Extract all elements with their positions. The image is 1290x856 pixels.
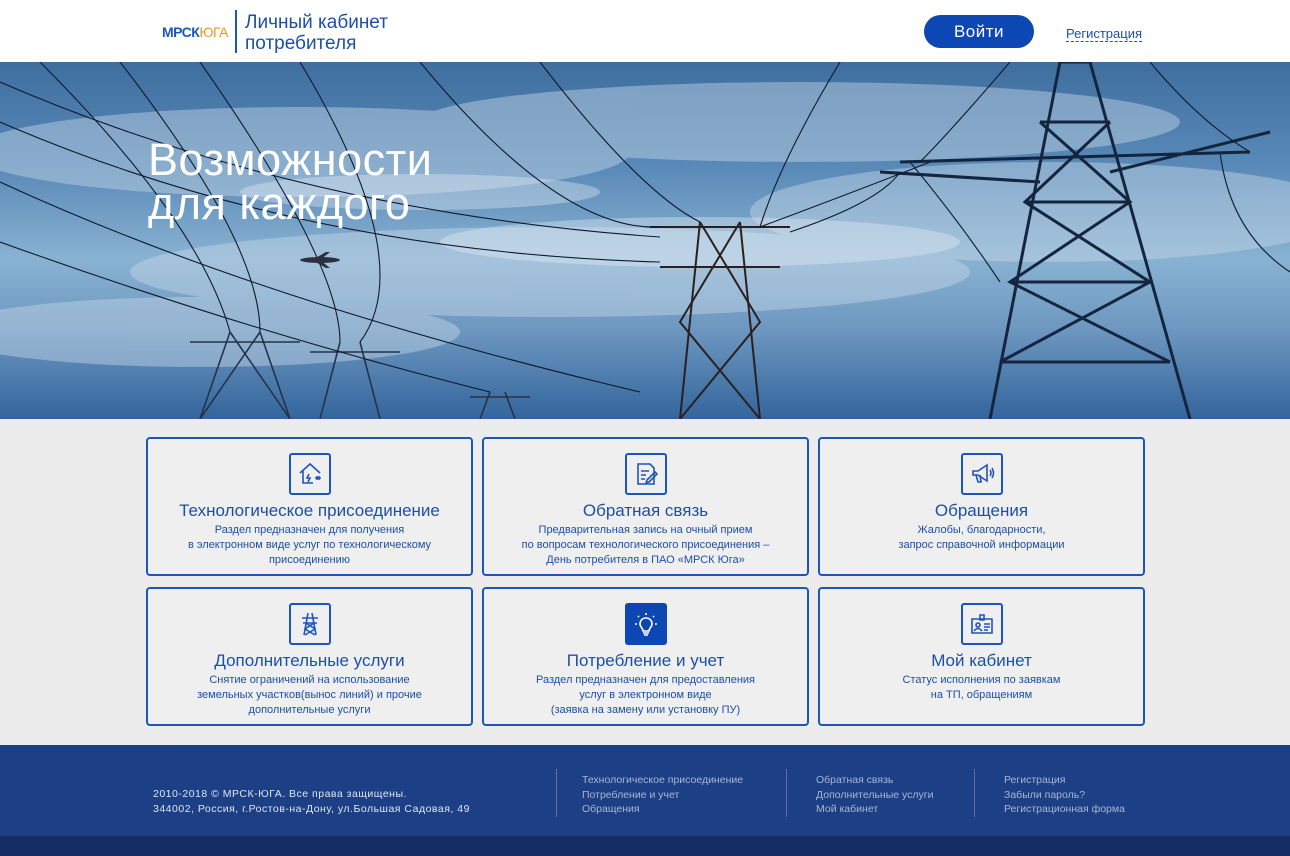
card-title: Дополнительные услуги	[214, 651, 405, 670]
footer-link-forgot-password[interactable]: Забыли пароль?	[1004, 788, 1086, 801]
card-desc-line: дополнительные услуги	[248, 704, 371, 716]
login-button[interactable]: Войти	[924, 15, 1034, 48]
card-title: Обращения	[934, 501, 1029, 520]
card-tech-connection[interactable]	[146, 437, 473, 576]
power-tower-icon	[289, 603, 331, 645]
card-desc-line: земельных участков(вынос линий) и прочие	[197, 689, 422, 701]
document-pen-icon	[625, 453, 667, 495]
card-desc-line: (заявка на замену или установку ПУ)	[550, 704, 741, 716]
card-description	[830, 523, 1133, 553]
footer-link-appeals[interactable]: Обращения	[582, 803, 640, 815]
megaphone-icon	[961, 453, 1003, 495]
hero-banner	[0, 62, 1290, 419]
logo-main-text: МРСК	[162, 24, 200, 40]
hero-title	[148, 134, 433, 229]
card-desc-line: в электронном виде услуг по технологическому	[187, 539, 432, 551]
footer-link-my-cabinet[interactable]: Мой кабинет	[816, 803, 879, 815]
footer	[0, 745, 1290, 836]
hero-title-line2: для каждого	[148, 178, 411, 229]
logo-accent-text: ЮГА	[199, 24, 228, 40]
id-badge-icon	[961, 603, 1003, 645]
card-additional-services[interactable]	[146, 587, 473, 726]
footer-divider	[786, 769, 787, 817]
app-title	[245, 12, 388, 54]
card-description	[158, 523, 461, 568]
card-desc-line: присоединению	[268, 554, 351, 566]
card-desc-line: Раздел предназначен для предоставления	[536, 674, 755, 686]
register-link[interactable]: Регистрация	[1066, 26, 1142, 41]
logo-divider	[235, 10, 237, 53]
card-appeals[interactable]	[818, 437, 1145, 576]
hero-title-line1: Возможности	[148, 134, 433, 185]
footer-links-col2	[816, 773, 934, 817]
card-desc-line: Снятие ограничений на использование	[209, 674, 410, 686]
footer-link-register[interactable]: Регистрация	[1004, 774, 1066, 786]
footer-link-registration-form[interactable]: Регистрационная форма	[1004, 803, 1125, 815]
header	[0, 0, 1290, 62]
card-title: Технологическое присоединение	[179, 501, 440, 520]
card-title: Обратная связь	[582, 501, 709, 520]
footer-address: 344002, Россия, г.Ростов-на-Дону, ул.Большая Садовая, 49	[153, 803, 470, 815]
lightbulb-icon	[625, 603, 667, 645]
hero-background-image	[0, 62, 1290, 419]
card-feedback[interactable]	[482, 437, 809, 576]
card-description	[158, 673, 461, 718]
footer-divider	[556, 769, 557, 817]
footer-copyright-block	[153, 787, 470, 817]
card-desc-line: по вопросам технологического присоединения –	[521, 539, 770, 551]
card-desc-line: на ТП, обращениям	[930, 689, 1033, 701]
card-desc-line: Раздел предназначен для получения	[214, 524, 405, 536]
card-description	[494, 673, 797, 718]
footer-link-additional-services[interactable]: Дополнительные услуги	[816, 788, 934, 801]
card-description	[830, 673, 1133, 703]
card-desc-line: услуг в электронном виде	[579, 689, 712, 701]
card-consumption[interactable]	[482, 587, 809, 726]
logo[interactable]	[162, 24, 228, 40]
footer-divider	[974, 769, 975, 817]
app-title-line1: Личный кабинет	[245, 12, 388, 33]
card-my-cabinet[interactable]	[818, 587, 1145, 726]
card-title: Мой кабинет	[931, 651, 1032, 670]
card-desc-line: Статус исполнения по заявкам	[902, 674, 1061, 686]
footer-link-feedback[interactable]: Обратная связь	[816, 774, 894, 786]
card-desc-line: День потребителя в ПАО «МРСК Юга»	[546, 554, 745, 566]
house-plug-icon	[289, 453, 331, 495]
footer-copyright: 2010-2018 © МРСК-ЮГА. Все права защищены.	[153, 788, 407, 800]
footer-link-consumption[interactable]: Потребление и учет	[582, 788, 680, 801]
card-desc-line: Предварительная запись на очный прием	[538, 524, 753, 536]
footer-links-col1	[582, 773, 743, 817]
card-title: Потребление и учет	[566, 651, 725, 670]
app-title-line2: потребителя	[245, 33, 357, 54]
card-desc-line: запрос справочной информации	[898, 539, 1065, 551]
card-desc-line: Жалобы, благодарности,	[917, 524, 1046, 536]
footer-links-col3	[1004, 773, 1125, 817]
card-description	[494, 523, 797, 568]
footer-bottom-bar	[0, 836, 1290, 856]
footer-link-tech-connection[interactable]: Технологическое присоединение	[582, 774, 744, 786]
